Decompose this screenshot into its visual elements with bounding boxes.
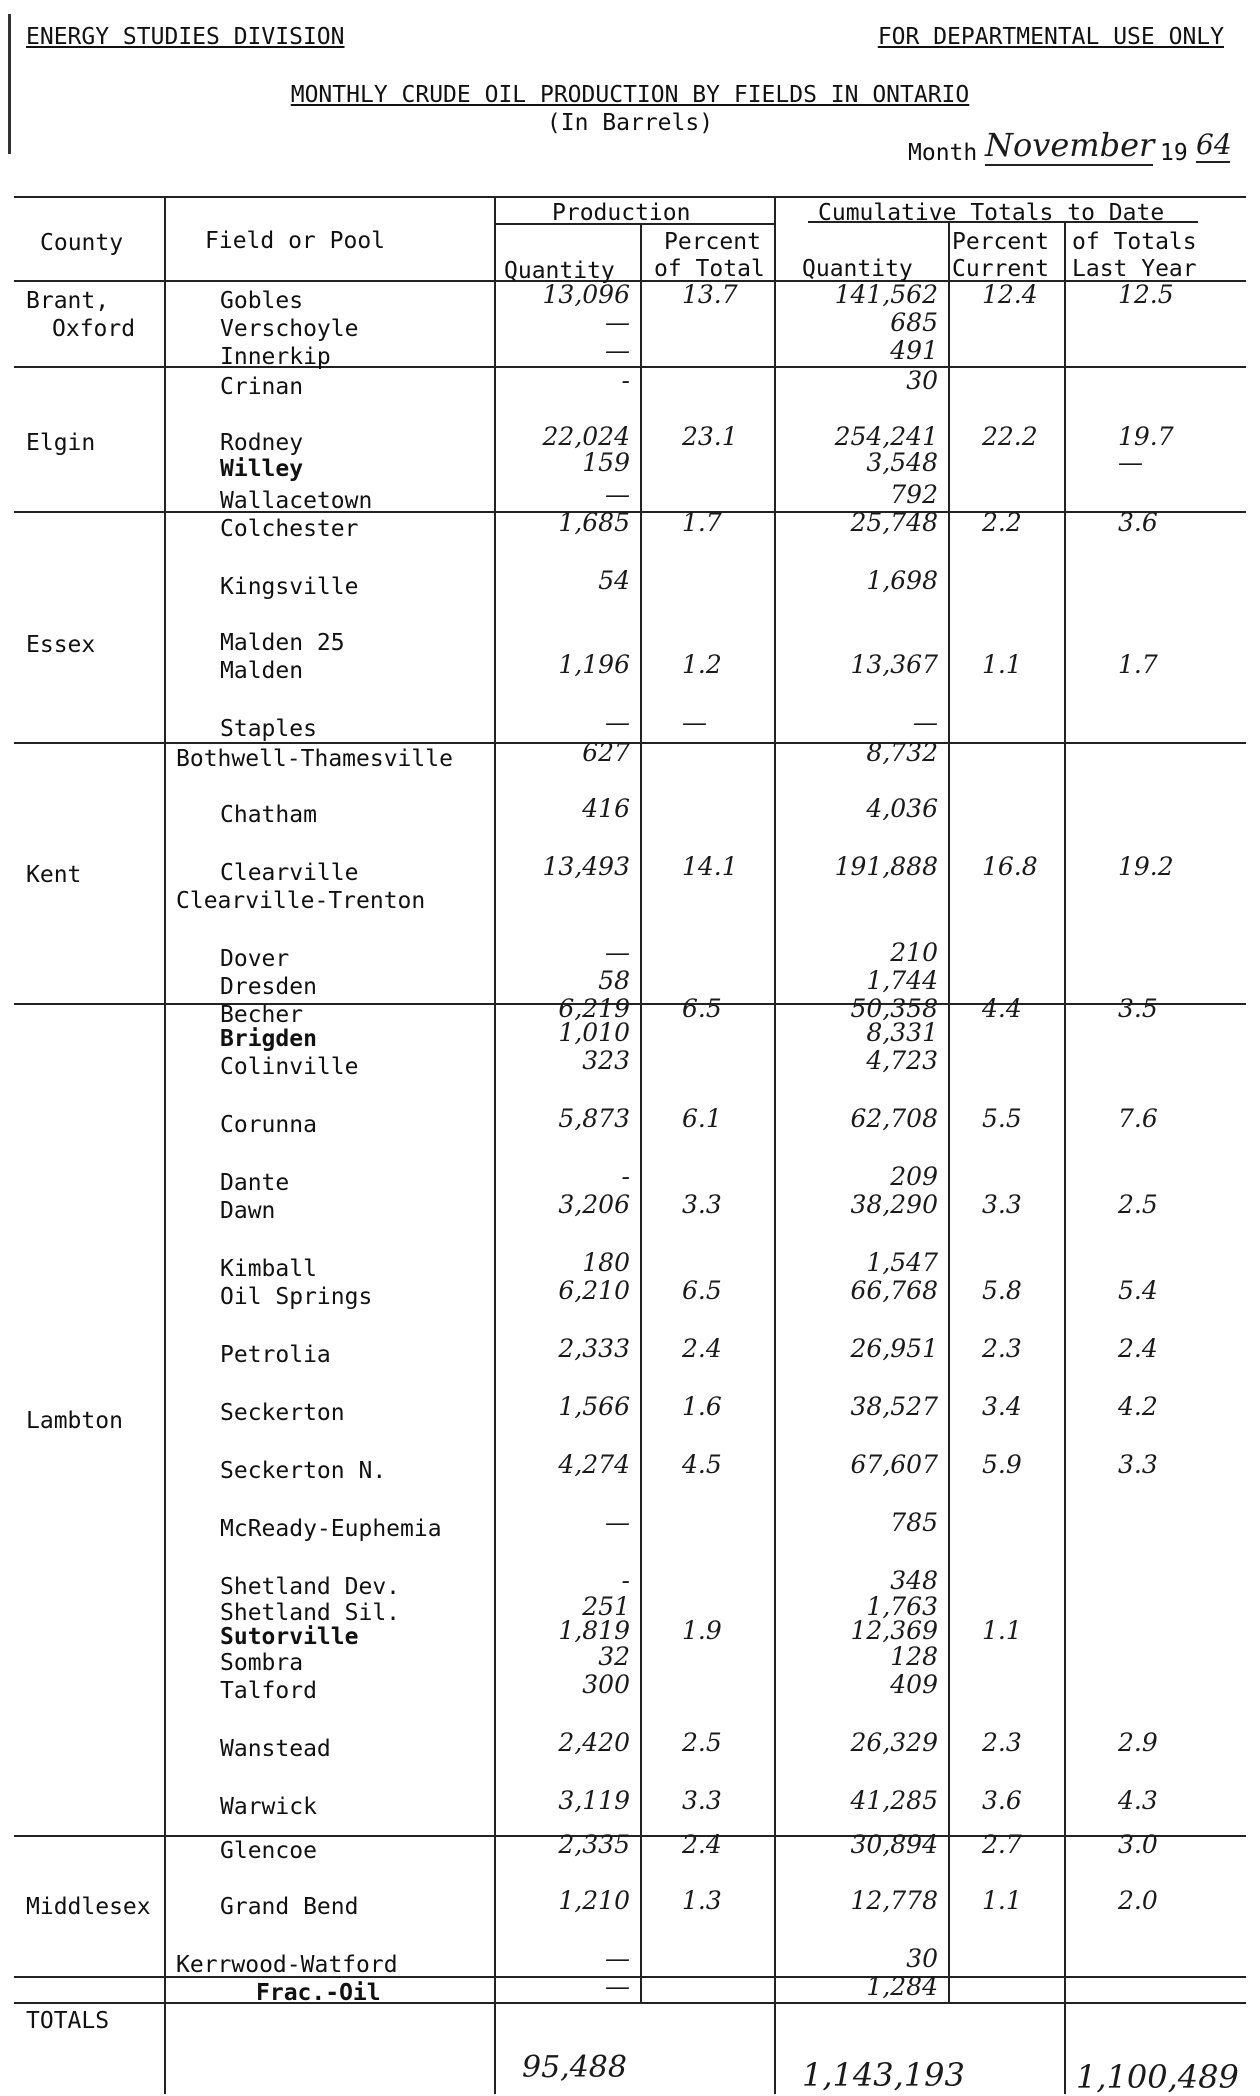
production-quantity: 1,685	[558, 508, 630, 537]
production-quantity: -	[621, 366, 630, 395]
percent-last-year: —	[1118, 448, 1143, 477]
cumulative-quantity: 12,778	[850, 1886, 938, 1915]
cumulative-quantity: 785	[890, 1508, 938, 1537]
production-quantity: -	[621, 1162, 630, 1191]
cumulative-quantity: 348	[890, 1566, 938, 1595]
production-quantity: 416	[582, 794, 630, 823]
field-name: Seckerton N.	[220, 1458, 387, 1484]
production-quantity: 1,210	[558, 1886, 630, 1915]
percent-current: 2.3	[982, 1728, 1022, 1757]
col-divider-county	[164, 196, 166, 2094]
cumulative-quantity: 210	[890, 938, 938, 967]
production-quantity: 6,219	[558, 994, 630, 1023]
of-total-header: of Total	[654, 256, 765, 282]
percent-last-year: 3.5	[1118, 994, 1158, 1023]
production-quantity: 627	[582, 738, 630, 767]
group-rule-kent	[14, 1003, 1246, 1005]
month-value: November	[985, 126, 1155, 164]
production-quantity: —	[605, 938, 630, 967]
county-label: Kent	[26, 862, 82, 888]
percent-current: 2.3	[982, 1334, 1022, 1363]
field-name: Becher	[220, 1002, 304, 1028]
cumulative-quantity: 191,888	[834, 852, 938, 881]
field-name: Glencoe	[220, 1838, 317, 1864]
percent-current-header-a: Percent	[952, 229, 1049, 255]
production-quantity: 58	[598, 966, 630, 995]
production-percent: 2.4	[682, 1334, 722, 1363]
cumulative-quantity: 409	[890, 1670, 938, 1699]
percent-current: 1.1	[982, 650, 1022, 679]
field-name: Warwick	[220, 1794, 317, 1820]
field-name: Crinan	[220, 374, 304, 400]
percent-last-year: 4.3	[1118, 1786, 1158, 1815]
field-name: Shetland Dev.	[220, 1574, 401, 1600]
production-quantity: -	[621, 1566, 630, 1595]
field-name: Dover	[220, 946, 290, 972]
field-name: Sombra	[220, 1650, 304, 1676]
county-label: Elgin	[26, 430, 96, 456]
production-percent: 1.6	[682, 1392, 722, 1421]
production-percent: 13.7	[682, 280, 738, 309]
field-name: Frac.-Oil	[256, 1980, 381, 2006]
cumulative-quantity: 3,548	[866, 448, 938, 477]
division-header: ENERGY STUDIES DIVISION	[26, 24, 345, 50]
production-quantity: —	[605, 480, 630, 509]
cumulative-quantity: 12,369	[850, 1616, 938, 1645]
county-label: Oxford	[52, 316, 136, 342]
production-percent: 6.5	[682, 1276, 722, 1305]
production-quantity: 22,024	[542, 422, 630, 451]
production-percent: 4.5	[682, 1450, 722, 1479]
field-name: Brigden	[220, 1026, 317, 1052]
production-quantity: 3,119	[558, 1786, 630, 1815]
production-quantity: 1,819	[558, 1616, 630, 1645]
percent-last-year: 2.9	[1118, 1728, 1158, 1757]
cumulative-quantity: 50,358	[850, 994, 938, 1023]
production-quantity: —	[605, 1972, 630, 2001]
field-name: Staples	[220, 716, 317, 742]
percent-last-year: 1.7	[1118, 650, 1158, 679]
production-quantity: 1,010	[558, 1018, 630, 1047]
cum-quantity-header: Quantity	[802, 256, 913, 282]
percent-current-header-b: Current	[952, 256, 1049, 282]
percent-current: 12.4	[982, 280, 1038, 309]
percent-current: 5.9	[982, 1450, 1022, 1479]
production-quantity: —	[605, 308, 630, 337]
production-percent: 2.5	[682, 1728, 722, 1757]
field-name: Colinville	[220, 1054, 359, 1080]
percent-last-year: 2.5	[1118, 1190, 1158, 1219]
percent-current: 3.6	[982, 1786, 1022, 1815]
group-rule-lambton	[14, 1835, 1246, 1837]
cumulative-quantity: 1,284	[866, 1972, 938, 2001]
production-quantity: —	[605, 336, 630, 365]
group-rule-elgin	[14, 511, 1246, 513]
cumulative-quantity: 30	[906, 366, 938, 395]
col-divider-prod-qty	[640, 224, 642, 2002]
percent-current: 5.5	[982, 1104, 1022, 1133]
field-name: Verschoyle	[220, 316, 359, 342]
field-name: Willey	[220, 456, 304, 482]
percent-last-year: 2.4	[1118, 1334, 1158, 1363]
percent-last-year: 12.5	[1118, 280, 1174, 309]
cumulative-quantity: 685	[890, 308, 938, 337]
field-name: Clearville-Trenton	[176, 888, 426, 914]
field-name: Kerrwood-Watford	[176, 1952, 398, 1978]
percent-current: 1.1	[982, 1886, 1022, 1915]
county-label: Brant,	[26, 288, 110, 314]
totals-label: TOTALS	[26, 2008, 110, 2034]
production-percent: 1.7	[682, 508, 722, 537]
percent-current: 3.3	[982, 1190, 1022, 1219]
production-quantity: 159	[582, 448, 630, 477]
cumulative-quantity: 128	[890, 1642, 938, 1671]
percent-current: 2.7	[982, 1830, 1022, 1859]
production-percent: —	[682, 708, 707, 737]
cumulative-header: Cumulative Totals to Date	[818, 200, 1165, 226]
field-name: Kimball	[220, 1256, 317, 1282]
production-quantity: 32	[598, 1642, 630, 1671]
cumulative-quantity: —	[913, 708, 938, 737]
last-year-header: Last Year	[1072, 256, 1197, 282]
col-divider-field	[494, 196, 496, 2094]
field-name: Chatham	[220, 802, 317, 828]
county-header: County	[40, 230, 124, 256]
cumulative-quantity: 1,763	[866, 1592, 938, 1621]
production-percent: 3.3	[682, 1786, 722, 1815]
field-name: Shetland Sil.	[220, 1600, 401, 1626]
departmental-notice: FOR DEPARTMENTAL USE ONLY	[877, 24, 1224, 50]
cumulative-quantity: 30	[906, 1944, 938, 1973]
production-quantity: 5,873	[558, 1104, 630, 1133]
group-rule-essex	[14, 742, 1246, 744]
year-value: 64	[1196, 128, 1232, 161]
field-header: Field or Pool	[205, 228, 386, 254]
header-bottom-rule	[14, 280, 1246, 282]
cumulative-quantity: 30,894	[850, 1830, 938, 1859]
production-quantity: 13,493	[542, 852, 630, 881]
cumulative-quantity: 1,744	[866, 966, 938, 995]
percent-last-year: 4.2	[1118, 1392, 1158, 1421]
production-percent: 6.5	[682, 994, 722, 1023]
percent-current: 4.4	[982, 994, 1022, 1023]
production-quantity: 2,333	[558, 1334, 630, 1363]
production-quantity: 180	[582, 1248, 630, 1277]
cumulative-quantity: 8,331	[866, 1018, 938, 1047]
field-name: Malden 25	[220, 630, 345, 656]
cumulative-quantity: 26,329	[850, 1728, 938, 1757]
cumulative-quantity: 38,290	[850, 1190, 938, 1219]
field-name: Wallacetown	[220, 488, 373, 514]
field-name: Dresden	[220, 974, 317, 1000]
production-quantity: —	[605, 1508, 630, 1537]
cumulative-quantity: 66,768	[850, 1276, 938, 1305]
of-totals-header: of Totals	[1072, 229, 1197, 255]
percent-current: 1.1	[982, 1616, 1022, 1645]
field-name: Corunna	[220, 1112, 317, 1138]
totals-production: 95,488	[522, 2050, 627, 2085]
field-name: Talford	[220, 1678, 317, 1704]
field-name: Clearville	[220, 860, 359, 886]
table-top-rule	[14, 196, 1246, 198]
percent-last-year: 5.4	[1118, 1276, 1158, 1305]
field-name: Sutorville	[220, 1624, 359, 1650]
cumulative-quantity: 4,723	[866, 1046, 938, 1075]
quantity-header: Quantity	[504, 258, 615, 284]
group-rule-brant	[14, 366, 1246, 368]
cumulative-quantity: 4,036	[866, 794, 938, 823]
percent-current: 2.2	[982, 508, 1022, 537]
cumulative-quantity: 25,748	[850, 508, 938, 537]
field-name: Grand Bend	[220, 1894, 359, 1920]
cumulative-quantity: 62,708	[850, 1104, 938, 1133]
col-divider-cum-qty	[948, 222, 950, 2002]
cumulative-quantity: 1,698	[866, 566, 938, 595]
field-name: Innerkip	[220, 344, 331, 370]
cumulative-quantity: 41,285	[850, 1786, 938, 1815]
cumulative-quantity: 67,607	[850, 1450, 938, 1479]
production-percent: 1.2	[682, 650, 722, 679]
production-percent: 1.3	[682, 1886, 722, 1915]
totals-last-year: 1,100,489	[1076, 2058, 1239, 2096]
percent-last-year: 7.6	[1118, 1104, 1158, 1133]
field-name: Malden	[220, 658, 304, 684]
cumulative-quantity: 38,527	[850, 1392, 938, 1421]
cumulative-quantity: 792	[890, 480, 938, 509]
field-name: Rodney	[220, 430, 304, 456]
percent-last-year: 3.0	[1118, 1830, 1158, 1859]
field-name: McReady-Euphemia	[220, 1516, 442, 1542]
percent-current: 22.2	[982, 422, 1038, 451]
cumulative-quantity: 1,547	[866, 1248, 938, 1277]
cumulative-quantity: 8,732	[866, 738, 938, 767]
percent-current: 16.8	[982, 852, 1038, 881]
field-name: Wanstead	[220, 1736, 331, 1762]
production-quantity: 6,210	[558, 1276, 630, 1305]
cumulative-quantity: 141,562	[834, 280, 938, 309]
percent-last-year: 19.7	[1118, 422, 1174, 451]
field-name: Kingsville	[220, 574, 359, 600]
production-quantity: 1,196	[558, 650, 630, 679]
percent-header: Percent	[664, 229, 761, 255]
production-quantity: 2,420	[558, 1728, 630, 1757]
field-name: Dante	[220, 1170, 290, 1196]
cumulative-quantity: 26,951	[850, 1334, 938, 1363]
production-quantity: 3,206	[558, 1190, 630, 1219]
report-title: MONTHLY CRUDE OIL PRODUCTION BY FIELDS IN ONTARIO	[290, 82, 970, 108]
percent-last-year: 2.0	[1118, 1886, 1158, 1915]
percent-current: 5.8	[982, 1276, 1022, 1305]
production-quantity: 251	[582, 1592, 630, 1621]
production-quantity: 300	[582, 1670, 630, 1699]
percent-last-year: 19.2	[1118, 852, 1174, 881]
totals-rule	[14, 2002, 1246, 2004]
production-quantity: —	[605, 1944, 630, 1973]
report-subtitle: (In Barrels)	[546, 110, 714, 136]
percent-current: 3.4	[982, 1392, 1022, 1421]
cumulative-quantity: 491	[890, 336, 938, 365]
field-name: Gobles	[220, 288, 304, 314]
field-name: Oil Springs	[220, 1284, 373, 1310]
production-percent: 3.3	[682, 1190, 722, 1219]
cumulative-quantity: 13,367	[850, 650, 938, 679]
production-percent: 6.1	[682, 1104, 722, 1133]
field-name: Seckerton	[220, 1400, 345, 1426]
production-quantity: 4,274	[558, 1450, 630, 1479]
col-divider-prod-pct	[774, 196, 776, 2094]
month-label: Month	[908, 140, 978, 166]
field-name: Dawn	[220, 1198, 276, 1224]
year-prefix: 19	[1160, 140, 1188, 166]
percent-last-year: 3.6	[1118, 508, 1158, 537]
col-divider-cum-pct	[1064, 222, 1066, 2094]
production-quantity: —	[605, 708, 630, 737]
county-label: Middlesex	[26, 1894, 151, 1920]
field-name: Colchester	[220, 516, 359, 542]
cumulative-quantity: 254,241	[834, 422, 938, 451]
county-label: Essex	[26, 632, 96, 658]
production-header: Production	[552, 200, 691, 226]
production-percent: 23.1	[682, 422, 738, 451]
percent-last-year: 3.3	[1118, 1450, 1158, 1479]
production-quantity: 2,335	[558, 1830, 630, 1859]
production-quantity: 1,566	[558, 1392, 630, 1421]
production-quantity: 54	[598, 566, 630, 595]
cumulative-quantity: 209	[890, 1162, 938, 1191]
field-name: Bothwell-Thamesville	[176, 746, 453, 772]
production-quantity: 323	[582, 1046, 630, 1075]
production-quantity: 13,096	[542, 280, 630, 309]
county-label: Lambton	[26, 1408, 123, 1434]
totals-cumulative: 1,143,193	[802, 2056, 965, 2094]
production-percent: 14.1	[682, 852, 738, 881]
production-percent: 1.9	[682, 1616, 722, 1645]
field-name: Petrolia	[220, 1342, 331, 1368]
production-percent: 2.4	[682, 1830, 722, 1859]
